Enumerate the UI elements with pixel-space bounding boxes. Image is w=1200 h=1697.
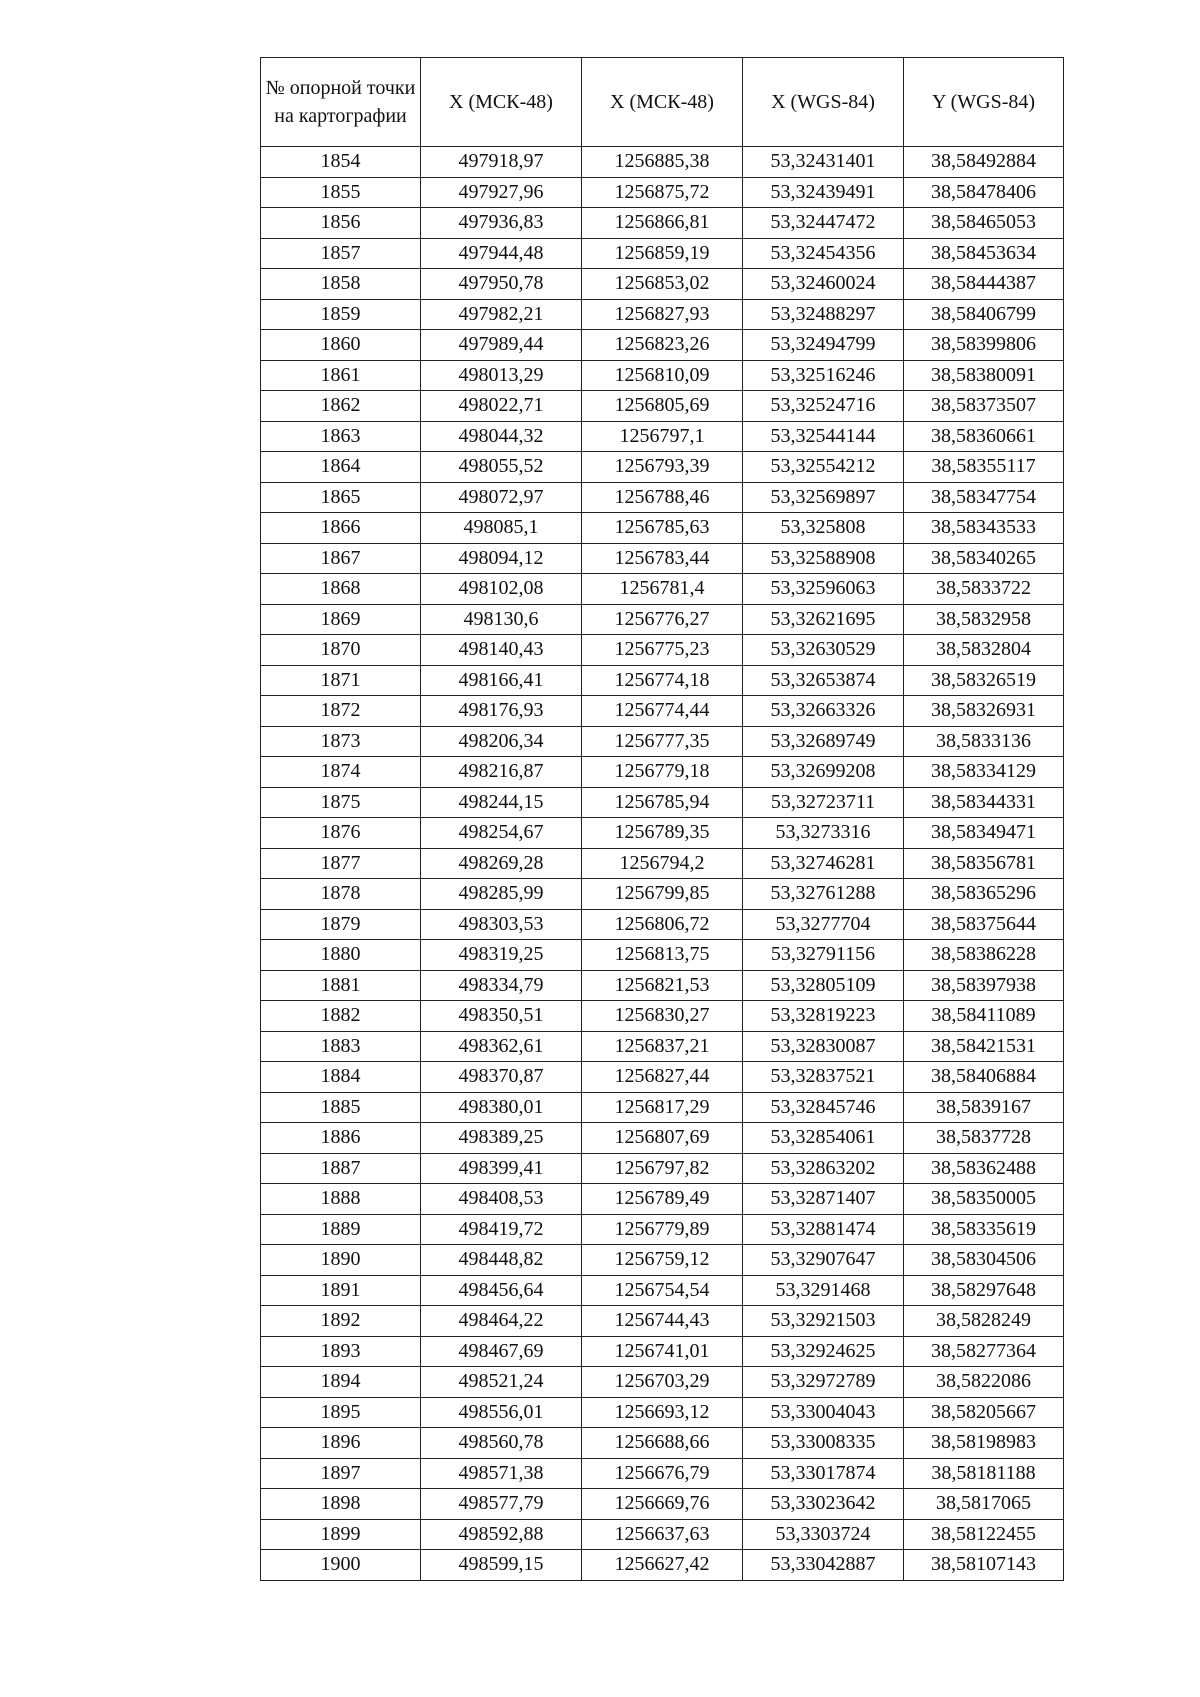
cell-point-number: 1897 xyxy=(261,1458,421,1489)
cell-x-msk48-2: 1256859,19 xyxy=(582,238,743,269)
cell-y-wgs84: 38,58326519 xyxy=(904,665,1064,696)
cell-x-msk48: 497927,96 xyxy=(421,177,582,208)
cell-y-wgs84: 38,58360661 xyxy=(904,421,1064,452)
table-row xyxy=(261,147,1064,178)
cell-point-number: 1858 xyxy=(261,269,421,300)
cell-x-wgs84: 53,32845746 xyxy=(743,1092,904,1123)
cell-x-msk48-2: 1256797,82 xyxy=(582,1153,743,1184)
cell-y-wgs84: 38,58326931 xyxy=(904,696,1064,727)
cell-y-wgs84: 38,5837728 xyxy=(904,1123,1064,1154)
cell-y-wgs84: 38,58340265 xyxy=(904,543,1064,574)
cell-x-wgs84: 53,32439491 xyxy=(743,177,904,208)
cell-x-wgs84: 53,33017874 xyxy=(743,1458,904,1489)
cell-point-number: 1890 xyxy=(261,1245,421,1276)
table-header-row xyxy=(261,58,1064,147)
cell-x-wgs84: 53,32554212 xyxy=(743,452,904,483)
table-row xyxy=(261,696,1064,727)
cell-x-wgs84: 53,3291468 xyxy=(743,1275,904,1306)
table-row xyxy=(261,1275,1064,1306)
cell-x-wgs84: 53,32663326 xyxy=(743,696,904,727)
cell-x-msk48: 498130,6 xyxy=(421,604,582,635)
header-x-msk48: X (МСК-48) xyxy=(421,58,582,147)
cell-x-wgs84: 53,32454356 xyxy=(743,238,904,269)
cell-y-wgs84: 38,58205667 xyxy=(904,1397,1064,1428)
cell-x-msk48-2: 1256821,53 xyxy=(582,970,743,1001)
cell-y-wgs84: 38,58444387 xyxy=(904,269,1064,300)
cell-x-msk48: 498269,28 xyxy=(421,848,582,879)
table-row xyxy=(261,452,1064,483)
cell-x-wgs84: 53,33023642 xyxy=(743,1489,904,1520)
cell-x-msk48: 497982,21 xyxy=(421,299,582,330)
cell-y-wgs84: 38,58198983 xyxy=(904,1428,1064,1459)
cell-x-msk48-2: 1256741,01 xyxy=(582,1336,743,1367)
cell-point-number: 1896 xyxy=(261,1428,421,1459)
table-row xyxy=(261,818,1064,849)
cell-point-number: 1894 xyxy=(261,1367,421,1398)
table-row xyxy=(261,1306,1064,1337)
cell-point-number: 1872 xyxy=(261,696,421,727)
cell-y-wgs84: 38,5832804 xyxy=(904,635,1064,666)
cell-y-wgs84: 38,58362488 xyxy=(904,1153,1064,1184)
cell-y-wgs84: 38,58122455 xyxy=(904,1519,1064,1550)
cell-x-msk48-2: 1256676,79 xyxy=(582,1458,743,1489)
table-row xyxy=(261,543,1064,574)
header-x-wgs84: X (WGS-84) xyxy=(743,58,904,147)
header-x-msk48-2: X (МСК-48) xyxy=(582,58,743,147)
table-row xyxy=(261,1001,1064,1032)
cell-x-msk48-2: 1256754,54 xyxy=(582,1275,743,1306)
cell-y-wgs84: 38,58478406 xyxy=(904,177,1064,208)
cell-x-msk48-2: 1256744,43 xyxy=(582,1306,743,1337)
header-point-number: № опорной точки на картографии xyxy=(261,58,421,147)
table-row xyxy=(261,360,1064,391)
cell-x-msk48: 498362,61 xyxy=(421,1031,582,1062)
cell-point-number: 1883 xyxy=(261,1031,421,1062)
cell-point-number: 1856 xyxy=(261,208,421,239)
cell-y-wgs84: 38,58355117 xyxy=(904,452,1064,483)
cell-point-number: 1857 xyxy=(261,238,421,269)
table-row xyxy=(261,1458,1064,1489)
cell-x-msk48: 498055,52 xyxy=(421,452,582,483)
cell-point-number: 1880 xyxy=(261,940,421,971)
table-row xyxy=(261,330,1064,361)
table-row xyxy=(261,574,1064,605)
cell-y-wgs84: 38,58411089 xyxy=(904,1001,1064,1032)
cell-x-wgs84: 53,32871407 xyxy=(743,1184,904,1215)
table-row xyxy=(261,1245,1064,1276)
cell-x-msk48: 498380,01 xyxy=(421,1092,582,1123)
cell-x-msk48: 498085,1 xyxy=(421,513,582,544)
cell-x-wgs84: 53,32460024 xyxy=(743,269,904,300)
cell-x-msk48-2: 1256817,29 xyxy=(582,1092,743,1123)
cell-x-msk48: 498467,69 xyxy=(421,1336,582,1367)
cell-x-msk48-2: 1256688,66 xyxy=(582,1428,743,1459)
cell-x-wgs84: 53,32569897 xyxy=(743,482,904,513)
cell-point-number: 1900 xyxy=(261,1550,421,1581)
cell-x-msk48: 498577,79 xyxy=(421,1489,582,1520)
table-row xyxy=(261,513,1064,544)
table-row xyxy=(261,726,1064,757)
table-row xyxy=(261,848,1064,879)
cell-x-msk48: 498464,22 xyxy=(421,1306,582,1337)
cell-x-wgs84: 53,32854061 xyxy=(743,1123,904,1154)
table-row xyxy=(261,940,1064,971)
table-row xyxy=(261,1428,1064,1459)
cell-x-msk48-2: 1256853,02 xyxy=(582,269,743,300)
cell-point-number: 1867 xyxy=(261,543,421,574)
cell-point-number: 1874 xyxy=(261,757,421,788)
table-row xyxy=(261,1123,1064,1154)
table-row xyxy=(261,1367,1064,1398)
cell-x-msk48: 498556,01 xyxy=(421,1397,582,1428)
cell-x-msk48-2: 1256794,2 xyxy=(582,848,743,879)
cell-x-msk48: 497918,97 xyxy=(421,147,582,178)
cell-x-msk48-2: 1256779,89 xyxy=(582,1214,743,1245)
table-row xyxy=(261,391,1064,422)
cell-y-wgs84: 38,58465053 xyxy=(904,208,1064,239)
cell-x-msk48: 498560,78 xyxy=(421,1428,582,1459)
cell-x-msk48: 498521,24 xyxy=(421,1367,582,1398)
cell-point-number: 1887 xyxy=(261,1153,421,1184)
cell-x-msk48-2: 1256779,18 xyxy=(582,757,743,788)
cell-y-wgs84: 38,58399806 xyxy=(904,330,1064,361)
table-row xyxy=(261,879,1064,910)
cell-x-wgs84: 53,32621695 xyxy=(743,604,904,635)
cell-y-wgs84: 38,58365296 xyxy=(904,879,1064,910)
table-row xyxy=(261,635,1064,666)
table-row xyxy=(261,1397,1064,1428)
cell-point-number: 1855 xyxy=(261,177,421,208)
cell-y-wgs84: 38,58304506 xyxy=(904,1245,1064,1276)
cell-x-msk48: 497989,44 xyxy=(421,330,582,361)
cell-x-msk48-2: 1256637,63 xyxy=(582,1519,743,1550)
cell-x-wgs84: 53,325808 xyxy=(743,513,904,544)
cell-x-wgs84: 53,32723711 xyxy=(743,787,904,818)
cell-x-msk48-2: 1256703,29 xyxy=(582,1367,743,1398)
cell-x-wgs84: 53,32447472 xyxy=(743,208,904,239)
cell-x-msk48-2: 1256788,46 xyxy=(582,482,743,513)
cell-x-wgs84: 53,32863202 xyxy=(743,1153,904,1184)
table-row xyxy=(261,787,1064,818)
cell-x-msk48: 498350,51 xyxy=(421,1001,582,1032)
cell-x-wgs84: 53,32516246 xyxy=(743,360,904,391)
cell-x-msk48-2: 1256810,09 xyxy=(582,360,743,391)
cell-x-msk48: 498419,72 xyxy=(421,1214,582,1245)
cell-x-wgs84: 53,32630529 xyxy=(743,635,904,666)
cell-x-msk48: 497936,83 xyxy=(421,208,582,239)
cell-y-wgs84: 38,5817065 xyxy=(904,1489,1064,1520)
cell-x-msk48: 498206,34 xyxy=(421,726,582,757)
cell-x-msk48-2: 1256776,27 xyxy=(582,604,743,635)
cell-x-wgs84: 53,32596063 xyxy=(743,574,904,605)
cell-point-number: 1861 xyxy=(261,360,421,391)
cell-point-number: 1879 xyxy=(261,909,421,940)
cell-x-msk48: 498044,32 xyxy=(421,421,582,452)
cell-x-wgs84: 53,3273316 xyxy=(743,818,904,849)
cell-x-msk48: 498571,38 xyxy=(421,1458,582,1489)
cell-y-wgs84: 38,58375644 xyxy=(904,909,1064,940)
cell-x-msk48-2: 1256627,42 xyxy=(582,1550,743,1581)
cell-y-wgs84: 38,5832958 xyxy=(904,604,1064,635)
table-row xyxy=(261,177,1064,208)
cell-x-wgs84: 53,33004043 xyxy=(743,1397,904,1428)
table-row xyxy=(261,970,1064,1001)
cell-y-wgs84: 38,5833722 xyxy=(904,574,1064,605)
cell-y-wgs84: 38,58380091 xyxy=(904,360,1064,391)
cell-x-msk48-2: 1256785,63 xyxy=(582,513,743,544)
cell-point-number: 1881 xyxy=(261,970,421,1001)
cell-x-wgs84: 53,32524716 xyxy=(743,391,904,422)
table-row xyxy=(261,909,1064,940)
table-row xyxy=(261,421,1064,452)
cell-x-msk48: 498389,25 xyxy=(421,1123,582,1154)
cell-x-msk48: 498102,08 xyxy=(421,574,582,605)
cell-point-number: 1895 xyxy=(261,1397,421,1428)
cell-y-wgs84: 38,58350005 xyxy=(904,1184,1064,1215)
cell-y-wgs84: 38,58297648 xyxy=(904,1275,1064,1306)
cell-x-wgs84: 53,3303724 xyxy=(743,1519,904,1550)
cell-y-wgs84: 38,58406799 xyxy=(904,299,1064,330)
table-body xyxy=(261,147,1064,1581)
cell-point-number: 1885 xyxy=(261,1092,421,1123)
cell-x-msk48-2: 1256827,93 xyxy=(582,299,743,330)
cell-x-wgs84: 53,33042887 xyxy=(743,1550,904,1581)
cell-y-wgs84: 38,58343533 xyxy=(904,513,1064,544)
table-row xyxy=(261,1519,1064,1550)
cell-x-wgs84: 53,33008335 xyxy=(743,1428,904,1459)
table-row xyxy=(261,1214,1064,1245)
cell-y-wgs84: 38,58421531 xyxy=(904,1031,1064,1062)
cell-x-msk48-2: 1256813,75 xyxy=(582,940,743,971)
cell-point-number: 1898 xyxy=(261,1489,421,1520)
cell-y-wgs84: 38,58344331 xyxy=(904,787,1064,818)
cell-y-wgs84: 38,58334129 xyxy=(904,757,1064,788)
cell-x-wgs84: 53,32653874 xyxy=(743,665,904,696)
cell-x-msk48: 498094,12 xyxy=(421,543,582,574)
cell-x-msk48-2: 1256827,44 xyxy=(582,1062,743,1093)
cell-y-wgs84: 38,5828249 xyxy=(904,1306,1064,1337)
cell-x-wgs84: 53,32494799 xyxy=(743,330,904,361)
cell-point-number: 1878 xyxy=(261,879,421,910)
cell-x-msk48: 498022,71 xyxy=(421,391,582,422)
coordinates-table-container xyxy=(260,57,1063,1581)
cell-x-msk48-2: 1256823,26 xyxy=(582,330,743,361)
cell-x-msk48: 498592,88 xyxy=(421,1519,582,1550)
cell-x-msk48: 498399,41 xyxy=(421,1153,582,1184)
cell-x-msk48: 498456,64 xyxy=(421,1275,582,1306)
cell-x-msk48-2: 1256806,72 xyxy=(582,909,743,940)
cell-x-wgs84: 53,32830087 xyxy=(743,1031,904,1062)
cell-y-wgs84: 38,5833136 xyxy=(904,726,1064,757)
cell-point-number: 1871 xyxy=(261,665,421,696)
cell-point-number: 1864 xyxy=(261,452,421,483)
cell-x-msk48-2: 1256837,21 xyxy=(582,1031,743,1062)
cell-x-msk48: 498166,41 xyxy=(421,665,582,696)
cell-x-msk48: 498303,53 xyxy=(421,909,582,940)
cell-y-wgs84: 38,5822086 xyxy=(904,1367,1064,1398)
cell-x-wgs84: 53,3277704 xyxy=(743,909,904,940)
header-y-wgs84: Y (WGS-84) xyxy=(904,58,1064,147)
cell-y-wgs84: 38,58349471 xyxy=(904,818,1064,849)
cell-x-msk48: 498370,87 xyxy=(421,1062,582,1093)
cell-x-msk48: 498013,29 xyxy=(421,360,582,391)
cell-x-wgs84: 53,32921503 xyxy=(743,1306,904,1337)
cell-y-wgs84: 38,58492884 xyxy=(904,147,1064,178)
cell-x-wgs84: 53,32805109 xyxy=(743,970,904,1001)
cell-point-number: 1893 xyxy=(261,1336,421,1367)
cell-x-msk48: 498216,87 xyxy=(421,757,582,788)
cell-x-wgs84: 53,32761288 xyxy=(743,879,904,910)
cell-x-wgs84: 53,32819223 xyxy=(743,1001,904,1032)
cell-point-number: 1860 xyxy=(261,330,421,361)
table-row xyxy=(261,604,1064,635)
cell-x-msk48: 498319,25 xyxy=(421,940,582,971)
cell-x-msk48-2: 1256793,39 xyxy=(582,452,743,483)
table-row xyxy=(261,665,1064,696)
table-row xyxy=(261,1153,1064,1184)
table-row xyxy=(261,1489,1064,1520)
cell-x-msk48-2: 1256789,49 xyxy=(582,1184,743,1215)
cell-y-wgs84: 38,58356781 xyxy=(904,848,1064,879)
cell-x-msk48: 498408,53 xyxy=(421,1184,582,1215)
cell-y-wgs84: 38,58335619 xyxy=(904,1214,1064,1245)
cell-x-msk48-2: 1256785,94 xyxy=(582,787,743,818)
cell-y-wgs84: 38,58397938 xyxy=(904,970,1064,1001)
table-row xyxy=(261,482,1064,513)
cell-x-msk48-2: 1256781,4 xyxy=(582,574,743,605)
table-row xyxy=(261,1031,1064,1062)
cell-x-msk48-2: 1256693,12 xyxy=(582,1397,743,1428)
cell-x-msk48-2: 1256797,1 xyxy=(582,421,743,452)
cell-y-wgs84: 38,58373507 xyxy=(904,391,1064,422)
cell-y-wgs84: 38,58347754 xyxy=(904,482,1064,513)
cell-x-msk48-2: 1256775,23 xyxy=(582,635,743,666)
cell-point-number: 1877 xyxy=(261,848,421,879)
cell-x-msk48: 497944,48 xyxy=(421,238,582,269)
cell-x-msk48: 498254,67 xyxy=(421,818,582,849)
cell-x-wgs84: 53,32924625 xyxy=(743,1336,904,1367)
table-row xyxy=(261,1184,1064,1215)
cell-x-msk48-2: 1256759,12 xyxy=(582,1245,743,1276)
cell-point-number: 1891 xyxy=(261,1275,421,1306)
cell-x-msk48-2: 1256875,72 xyxy=(582,177,743,208)
cell-y-wgs84: 38,58277364 xyxy=(904,1336,1064,1367)
cell-y-wgs84: 38,58406884 xyxy=(904,1062,1064,1093)
cell-x-msk48-2: 1256783,44 xyxy=(582,543,743,574)
cell-point-number: 1869 xyxy=(261,604,421,635)
cell-x-msk48-2: 1256774,44 xyxy=(582,696,743,727)
cell-point-number: 1866 xyxy=(261,513,421,544)
cell-x-wgs84: 53,32544144 xyxy=(743,421,904,452)
cell-y-wgs84: 38,58386228 xyxy=(904,940,1064,971)
cell-x-msk48: 498244,15 xyxy=(421,787,582,818)
cell-x-wgs84: 53,32588908 xyxy=(743,543,904,574)
cell-x-msk48-2: 1256777,35 xyxy=(582,726,743,757)
cell-x-msk48: 498140,43 xyxy=(421,635,582,666)
table-row xyxy=(261,208,1064,239)
cell-x-wgs84: 53,32972789 xyxy=(743,1367,904,1398)
cell-x-wgs84: 53,32791156 xyxy=(743,940,904,971)
cell-x-msk48: 498285,99 xyxy=(421,879,582,910)
cell-point-number: 1882 xyxy=(261,1001,421,1032)
table-row xyxy=(261,757,1064,788)
cell-point-number: 1884 xyxy=(261,1062,421,1093)
cell-x-msk48-2: 1256799,85 xyxy=(582,879,743,910)
cell-point-number: 1886 xyxy=(261,1123,421,1154)
cell-x-msk48-2: 1256807,69 xyxy=(582,1123,743,1154)
cell-point-number: 1876 xyxy=(261,818,421,849)
cell-y-wgs84: 38,58181188 xyxy=(904,1458,1064,1489)
cell-point-number: 1862 xyxy=(261,391,421,422)
cell-x-msk48-2: 1256866,81 xyxy=(582,208,743,239)
cell-y-wgs84: 38,58453634 xyxy=(904,238,1064,269)
cell-x-msk48-2: 1256805,69 xyxy=(582,391,743,422)
cell-x-wgs84: 53,32699208 xyxy=(743,757,904,788)
cell-point-number: 1875 xyxy=(261,787,421,818)
cell-point-number: 1865 xyxy=(261,482,421,513)
cell-y-wgs84: 38,5839167 xyxy=(904,1092,1064,1123)
cell-x-msk48: 498448,82 xyxy=(421,1245,582,1276)
cell-x-msk48: 498176,93 xyxy=(421,696,582,727)
cell-point-number: 1888 xyxy=(261,1184,421,1215)
cell-point-number: 1889 xyxy=(261,1214,421,1245)
table-row xyxy=(261,1092,1064,1123)
cell-point-number: 1892 xyxy=(261,1306,421,1337)
cell-x-msk48: 498072,97 xyxy=(421,482,582,513)
cell-x-msk48-2: 1256789,35 xyxy=(582,818,743,849)
cell-x-msk48-2: 1256885,38 xyxy=(582,147,743,178)
cell-x-msk48-2: 1256830,27 xyxy=(582,1001,743,1032)
table-row xyxy=(261,1550,1064,1581)
cell-point-number: 1859 xyxy=(261,299,421,330)
table-row xyxy=(261,299,1064,330)
cell-x-msk48-2: 1256774,18 xyxy=(582,665,743,696)
cell-point-number: 1863 xyxy=(261,421,421,452)
cell-x-wgs84: 53,32837521 xyxy=(743,1062,904,1093)
table-row xyxy=(261,1062,1064,1093)
cell-point-number: 1899 xyxy=(261,1519,421,1550)
cell-point-number: 1854 xyxy=(261,147,421,178)
cell-y-wgs84: 38,58107143 xyxy=(904,1550,1064,1581)
cell-x-wgs84: 53,32431401 xyxy=(743,147,904,178)
cell-point-number: 1873 xyxy=(261,726,421,757)
cell-x-wgs84: 53,32881474 xyxy=(743,1214,904,1245)
cell-x-msk48: 498334,79 xyxy=(421,970,582,1001)
cell-x-wgs84: 53,32488297 xyxy=(743,299,904,330)
cell-x-msk48: 497950,78 xyxy=(421,269,582,300)
cell-x-msk48: 498599,15 xyxy=(421,1550,582,1581)
table-row xyxy=(261,1336,1064,1367)
table-row xyxy=(261,238,1064,269)
cell-x-wgs84: 53,32746281 xyxy=(743,848,904,879)
coordinates-table xyxy=(260,57,1064,1581)
cell-x-wgs84: 53,32907647 xyxy=(743,1245,904,1276)
cell-point-number: 1870 xyxy=(261,635,421,666)
cell-point-number: 1868 xyxy=(261,574,421,605)
cell-x-msk48-2: 1256669,76 xyxy=(582,1489,743,1520)
table-row xyxy=(261,269,1064,300)
cell-x-wgs84: 53,32689749 xyxy=(743,726,904,757)
